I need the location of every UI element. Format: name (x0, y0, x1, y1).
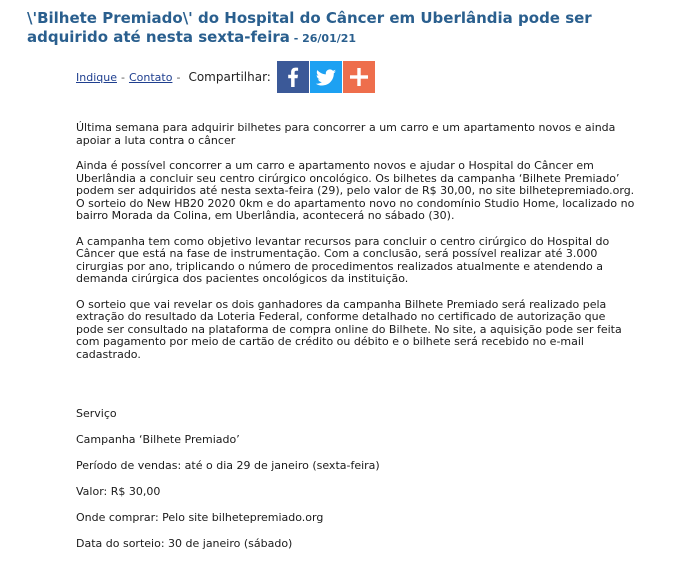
service-campaign: Campanha ‘Bilhete Premiado’ (76, 433, 240, 446)
service-draw-date: Data do sorteio: 30 de janeiro (sábado) (76, 537, 293, 550)
article-date: 26/01/21 (302, 32, 357, 45)
service-value: Valor: R$ 30,00 (76, 485, 161, 498)
more-share-button[interactable] (343, 61, 375, 93)
service-heading: Serviço (76, 407, 117, 420)
toolbar-separator: - (120, 70, 125, 84)
article-paragraph: O sorteio que vai revelar os dois ganhadores da campanha Bilhete Premiado será realizado pela extração do resultado da Loteria Federal, conforme detalhado no certificado de autorização que pode ser consultado na plataforma de compra online do Bilhete. No site, a aquisição pode ser feita com pagamento por meio de cartão de crédito ou débito e o bilhete será recebido no e-mail cadastrado. (76, 297, 622, 361)
article-title-text: \'Bilhete Premiado\' do Hospital do Câncer em Uberlândia pode ser adquirido até nesta sexta-feira (27, 9, 592, 46)
twitter-icon (310, 61, 342, 93)
article-body (76, 122, 636, 374)
plus-icon (343, 61, 375, 93)
facebook-icon (277, 61, 309, 93)
indique-link[interactable]: Indique (76, 70, 117, 84)
article-lead: Última semana para adquirir bilhetes para concorrer a um carro e um apartamento novos e ainda apoiar a luta contra o câncer (76, 121, 616, 147)
article-title (27, 9, 667, 48)
contato-link[interactable]: Contato (128, 70, 173, 84)
article-paragraph: A campanha tem como objetivo levantar recursos para concluir o centro cirúrgico do Hospital do Câncer que está na fase de instrumentação. Com a conclusão, será possível realizar até 3.000 cirurgias por ano, triplicando o número de procedimentos realizados atualmente e atendendo a demanda cirúrgica dos pacientes oncológicos da instituição. (76, 234, 610, 285)
service-where: Onde comprar: Pelo site bilhetepremiado.org (76, 511, 324, 524)
share-toolbar (76, 60, 376, 94)
facebook-share-button[interactable] (277, 61, 309, 93)
service-sales-period: Período de vendas: até o dia 29 de janeiro (sexta-feira) (76, 459, 380, 472)
article-paragraph: Ainda é possível concorrer a um carro e apartamento novos e ajudar o Hospital do Câncer em Uberlândia a concluir seu centro cirúrgico oncológico. Os bilhetes da campanha ‘Bilhete Premiado’ podem ser adquiridos até nesta sexta-feira (29), pelo valor de R$ 30,00, no site bilhetepremiado.org. O sorteio do New HB20 2020 0km e do apartamento novo no condomínio Studio Home, localizado no bairro Morada da Colina, em Uberlândia, acontecerá no sábado (30). (76, 159, 635, 222)
date-separator: - (289, 32, 303, 45)
share-label: Compartilhar: (188, 70, 271, 84)
twitter-share-button[interactable] (310, 61, 342, 93)
toolbar-separator: - (176, 70, 181, 84)
